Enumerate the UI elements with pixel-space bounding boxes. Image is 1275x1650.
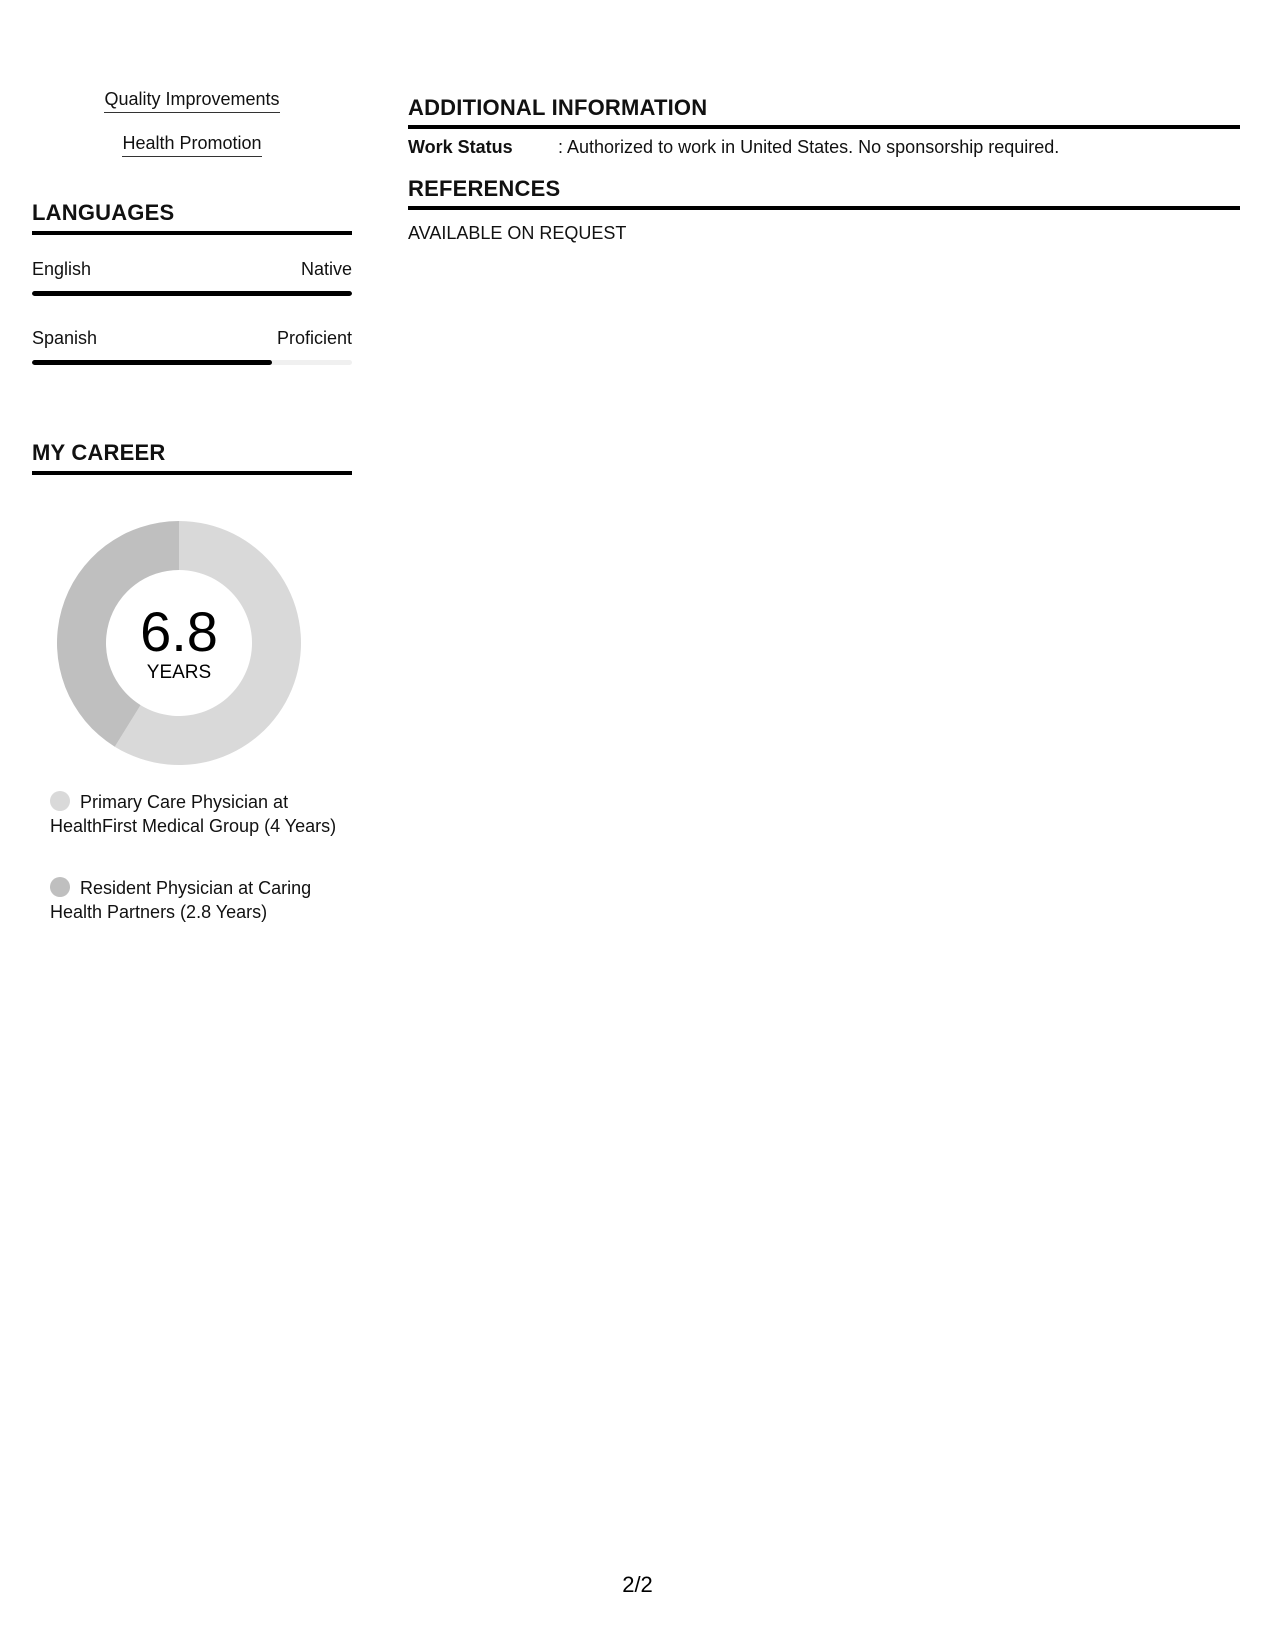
- work-status-label: Work Status: [408, 137, 513, 157]
- additional-information-heading: ADDITIONAL INFORMATION: [408, 95, 1240, 129]
- language-row-spanish: [32, 327, 352, 349]
- legend-dot-primary: [50, 791, 70, 811]
- references-heading: REFERENCES: [408, 176, 1240, 210]
- legend-dot-resident: [50, 877, 70, 897]
- skill-tag-quality-improvements: Quality Improvements: [32, 88, 352, 113]
- donut-center: [56, 520, 302, 766]
- legend-text: Primary Care Physician at HealthFirst Medical Group (4 Years): [50, 792, 337, 836]
- language-name: English: [32, 259, 92, 279]
- language-level: Native: [300, 259, 352, 279]
- career-legend-item-primary: [50, 790, 350, 838]
- career-donut-chart: [56, 520, 302, 766]
- career-legend-item-resident: [50, 876, 350, 924]
- language-bar-english: [32, 291, 352, 296]
- references-text: AVAILABLE ON REQUEST: [408, 223, 627, 243]
- language-name: Spanish: [32, 328, 98, 348]
- career-total-years: 6.8: [140, 600, 218, 663]
- language-bar-fill: [32, 291, 352, 296]
- career-heading: MY CAREER: [32, 440, 352, 475]
- language-bar-fill: [32, 360, 272, 365]
- language-row-english: [32, 258, 352, 280]
- skill-tag-health-promotion: Health Promotion: [32, 132, 352, 157]
- language-bar-spanish: [32, 360, 352, 365]
- page-number: 2/2: [622, 1572, 653, 1597]
- language-level: Proficient: [276, 328, 352, 348]
- career-total-unit: YEARS: [146, 662, 212, 683]
- work-status-value: : Authorized to work in United States. No sponsorship required.: [558, 137, 1060, 157]
- languages-heading: LANGUAGES: [32, 200, 352, 235]
- legend-text: Resident Physician at Caring Health Partners (2.8 Years): [50, 878, 312, 922]
